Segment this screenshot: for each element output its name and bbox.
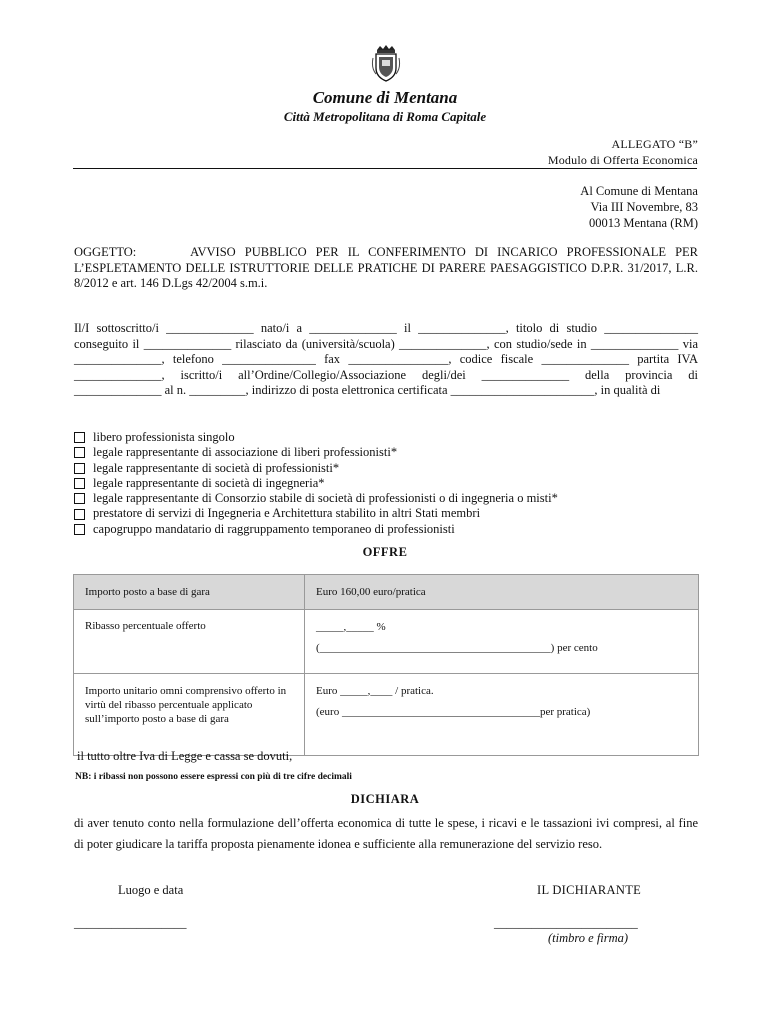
checkbox[interactable] — [74, 509, 85, 520]
discount-percent-field[interactable]: _____,_____ % — [316, 621, 386, 633]
checkbox[interactable] — [74, 524, 85, 535]
discount-words-field[interactable]: (__________________________________________) per cento — [316, 642, 598, 654]
table-cell: Euro 160,00 euro/pratica — [305, 575, 699, 610]
unit-price-label: Importo unitario omni comprensivo offerto in virtù del ribasso percentuale applicato sull’importo posto a base di gara — [85, 685, 287, 725]
attachment-label — [548, 136, 698, 168]
option-row[interactable] — [74, 461, 558, 476]
table-cell — [305, 610, 699, 674]
checkbox[interactable] — [74, 432, 85, 443]
place-date-field[interactable]: __________________ — [74, 916, 187, 930]
place-date-label: Luogo e data — [118, 883, 184, 897]
vat-note: il tutto oltre Iva di Legge e cassa se dovuti, — [77, 749, 293, 763]
declaration-paragraph: Il/I sottoscritto/i ______________ nato/i a ______________ il ______________, titolo di studio _______________ conseguito il ______________ rilasciato da (università/scuola) ______________, con studio/sede in ______________ via ______________, telefono _______________ fax ________________, codice fiscale ______________ partita IVA ______________, iscritto/i all’Ordine/Collegio/Associazione degli/dei ______________ della provincia di ______________ al n. _________, indirizzo di posta elettronica certificata _______________________, in qualità di — [74, 321, 698, 398]
dichiara-heading: DICHIARA — [350, 792, 420, 806]
signature-field[interactable]: _______________________ — [494, 916, 638, 930]
stamp-signature-caption: (timbro e firma) — [548, 931, 629, 945]
unit-price-field[interactable]: Euro _____,____ / pratica. — [316, 685, 434, 697]
document-title: Comune di Mentana — [312, 88, 458, 107]
declarant-label: IL DICHIARANTE — [537, 883, 642, 897]
document-subtitle: Città Metropolitana di Roma Capitale — [283, 109, 487, 124]
table-row — [74, 610, 699, 674]
coat-of-arms-icon — [371, 44, 401, 82]
checkbox[interactable] — [74, 463, 85, 474]
table-row — [74, 674, 699, 756]
recipient-address — [580, 183, 698, 231]
option-label: libero professionista singolo — [93, 430, 235, 444]
checkbox[interactable] — [74, 447, 85, 458]
option-row[interactable] — [74, 491, 558, 506]
table-row — [74, 575, 699, 610]
option-row[interactable] — [74, 430, 558, 445]
table-cell — [74, 674, 305, 756]
allegato-text: ALLEGATO “B” — [611, 137, 698, 151]
option-label: legale rappresentante di società di ingegneria* — [93, 475, 325, 490]
qualification-options — [74, 430, 558, 537]
nb-note: NB: i ribassi non possono essere espressi con più di tre cifre decimali — [75, 772, 352, 782]
option-label: capogruppo mandatario di raggruppamento temporaneo di professionisti — [93, 521, 455, 536]
modulo-text: Modulo di Offerta Economica — [547, 153, 698, 167]
option-row[interactable] — [74, 476, 558, 491]
table-cell: Ribasso percentuale offerto — [74, 610, 305, 674]
unit-price-words-field[interactable]: (euro ____________________________________per pratica) — [316, 706, 591, 718]
option-label: legale rappresentante di Consorzio stabile di società di professionisti o di ingegneria o misti* — [93, 491, 558, 506]
option-row[interactable] — [74, 445, 558, 460]
dichiara-paragraph: di aver tenuto conto nella formulazione dell’offerta economica di tutte le spese, i ricavi e le tassazioni ivi compresi, al fine di poter giudicare la tariffa proposta pienamente idonea e sufficiente alla remunerazione del servizio reso. — [74, 816, 698, 851]
option-row[interactable] — [74, 506, 558, 521]
table-cell — [305, 674, 699, 756]
address-line: 00013 Mentana (RM) — [588, 216, 698, 230]
offer-table — [73, 574, 699, 756]
header-divider — [73, 168, 697, 169]
address-line: Al Comune di Mentana — [580, 184, 698, 198]
subject-paragraph: OGGETTO: AVVISO PUBBLICO PER IL CONFERIMENTO DI INCARICO PROFESSIONALE PER L’ESPLETAMENTO DELLE ISTRUTTORIE DELLE PRATICHE DI PARERE PAESAGGISTICO D.P.R. 31/2017, L.R. 8/2012 e art. 146 D.Lgs 42/2004 s.m.i. — [74, 245, 702, 290]
option-label: legale rappresentante di associazione di liberi professionisti* — [93, 445, 398, 460]
option-label: prestatore di servizi di Ingegneria e Architettura stabilito in altri Stati membri — [93, 506, 481, 521]
offre-heading: OFFRE — [362, 545, 408, 559]
option-row[interactable] — [74, 522, 558, 537]
checkbox[interactable] — [74, 493, 85, 504]
option-label: legale rappresentante di società di professionisti* — [93, 460, 340, 475]
checkbox[interactable] — [74, 478, 85, 489]
address-line: Via III Novembre, 83 — [590, 200, 698, 214]
table-cell: Importo posto a base di gara — [74, 575, 305, 610]
